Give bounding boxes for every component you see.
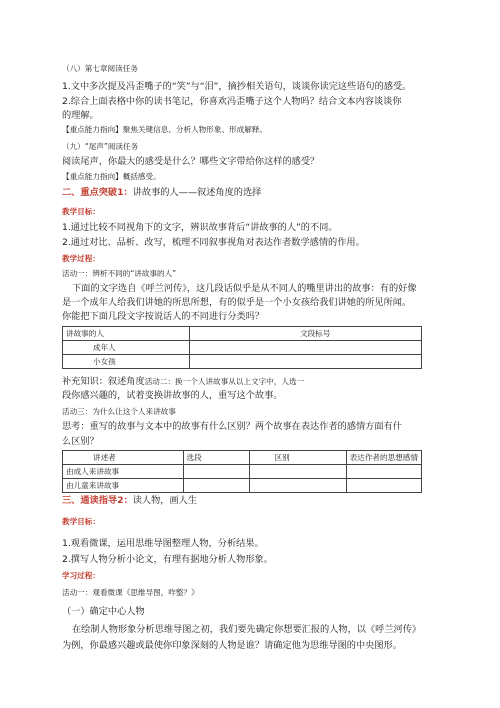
sec3-goal-label: 教学目标： [62,517,100,526]
sec3-goal-1: 1.观看微课，运用思维导图整理人物，分析结果。 [62,538,264,549]
sec3-activity-1: 活动一：观看微课《思维导图，咋整？》 [62,588,199,597]
sec2-activity-2: 活动二：换一个人讲故事从以上文字中，人选一 [144,377,305,386]
sec3-goal-2: 2.撰写人物分析小论文，有理有据地分析人物形象。 [62,554,273,565]
s9-line-1: 阅读尾声，你最大的感受是什么？哪些文字带给你这样的感受？ [62,156,320,167]
compare-table-cell [346,465,421,479]
section-2-head: 重点突破1： [80,187,133,198]
section-9-title: （九）“尾声”阅读任务 [62,142,139,151]
section-2-title: 讲故事的人——叙述角度的选择 [132,187,262,198]
compare-table-row-adult: 由成人来讲故事 [63,465,184,479]
s8-line-2: 2.综合上面表格中你的读书笔记，你喜欢冯歪嘴子这个人物吗？结合文本内容谈谈你 [62,96,402,107]
narrator-table-header-1: 讲故事的人 [63,327,190,341]
section-8-title: （八）第七章阅读任务 [62,64,138,73]
sec3-para-2: 为例，你最感兴趣或最使你印象深刻的人物是谁？请确定他为思维导图的中央图形。 [62,640,402,651]
narrator-table-cell [190,341,422,355]
s8-line-1: 1.文中多次提及冯歪嘴子的“笑”与“泪”，摘抄相关语句，谈谈你读完这些语句的感受。 [62,81,412,92]
narrator-table [62,326,422,369]
supplement-knowledge: 补充知识：叙述角度 [62,376,145,387]
sec3-process-label: 学习过程： [62,571,100,580]
compare-table-cell [250,465,346,479]
compare-table-row-child: 由儿童来讲故事 [63,479,184,493]
sec3-para-1: 在绘制人物形象分析思维导图之初，我们要先确定你想要汇报的人物，以《呼兰河传》 [72,624,422,635]
narrator-table-header-2: 文段标号 [190,327,422,341]
compare-table-header-1: 讲述者 [63,451,184,465]
sec2-question-2: 么区别？ [62,436,99,447]
compare-table-header-3: 区别 [250,451,346,465]
sec2-para-1: 下面的文字选自《呼兰河传》，这几段话似乎是从不同人的嘴里讲出的故事：有的好像 [72,283,417,294]
sec2-question-1: 思考：重写的故事与文本中的故事有什么区别？两个故事在表达作者的感情方面有什 [62,421,402,432]
s8-ability-point: 【重点能力指向】聚焦关键信息、分析人物形象、形成解释。 [62,125,268,134]
sec2-goal-2: 2.通过对比、品析、改写，梳理不同叙事视角对表达作者数学感情的作用。 [62,237,365,248]
compare-table-cell [183,465,250,479]
compare-table-cell [346,479,421,493]
compare-table-cell [250,479,346,493]
sec2-activity-3: 活动三：为什么让这个人来讲故事 [62,407,176,416]
sec3-subheading: （一）确定中心人物 [62,606,145,617]
narrator-table-row-adult: 成年人 [63,341,190,355]
sec2-goal-1: 1.通过比较不同视角下的文字，辨识故事背后“讲故事的人”的不同。 [62,222,338,233]
sec2-para-2: 是一个成年人给我们讲她的所思所想，有的似乎是一个小女孩给我们讲她的所见所闻。 [62,297,412,308]
sec2-goal-label: 教学目标： [62,207,100,216]
sec2-para-3: 你能把下面几段文字按说话人的不同进行分类吗？ [62,311,265,322]
narrator-table-cell [190,355,422,369]
section-2-number: 二、 [62,187,81,198]
section-3-head: 通读指导2： [80,495,133,506]
s8-line-3: 的理解。 [62,110,99,121]
sec2-supplement-line-1 [62,376,304,388]
sec2-process-label: 教学过程： [62,254,100,263]
sec2-supplement-line-2: 段你感兴趣的，试着变换讲故事的人，重写这个故事。 [62,390,283,401]
compare-table [62,450,422,493]
sec2-activity-1: 活动一：辨析不同的“讲故事的人” [62,269,177,278]
section-3-title: 读人物，画人生 [132,495,198,506]
narrator-table-row-girl: 小女孩 [63,355,190,369]
compare-table-header-2: 选段 [183,451,250,465]
compare-table-header-4: 表达作者的思想感情 [346,451,421,465]
s9-ability-point: 【重点能力指向】概括感受。 [62,172,161,181]
compare-table-cell [183,479,250,493]
section-3-number: 三、 [62,495,81,506]
section-3-heading [62,495,197,507]
section-2-heading [62,187,261,199]
